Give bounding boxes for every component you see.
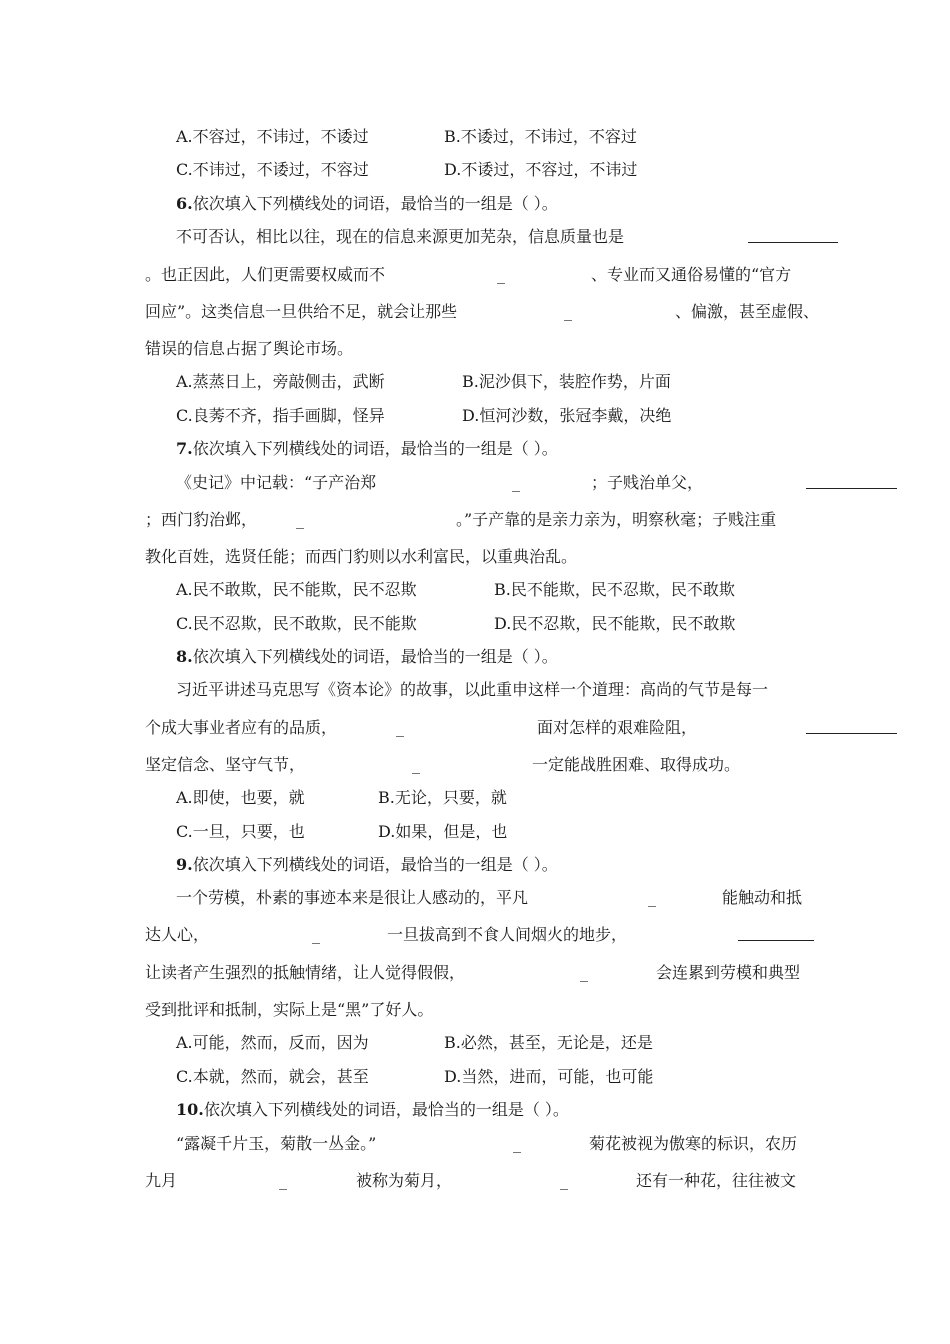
q8-passage-line2b: 面对怎样的艰难险阻，	[537, 718, 698, 737]
q10-passage-line2a: 九月	[145, 1171, 178, 1190]
q6-passage-line2a: 。也正因此，人们更需要权威而不	[145, 265, 386, 284]
q7-number: 7.	[176, 439, 193, 458]
q5-option-c: C.不讳过，不诿过，不容过	[176, 160, 369, 179]
q10-passage-line1a: “露凝千片玉，菊散一丛金。”	[176, 1134, 377, 1153]
q7-passage-line1b: ；子贱治单父，	[591, 473, 704, 492]
q6-option-b: B.泥沙俱下，装腔作势，片面	[462, 372, 671, 391]
q9-option-d: D.当然，进而，可能，也可能	[444, 1067, 654, 1086]
q6-number: 6.	[176, 194, 193, 213]
q9-passage-line1a: 一个劳模，朴素的事迹本来是很让人感动的，平凡	[176, 888, 529, 907]
q9-passage-line4: 受到批评和抵制，实际上是“黑”了好人。	[145, 1000, 434, 1019]
q9-number: 9.	[176, 855, 193, 874]
q7-option-b: B.民不能欺，民不忍欺，民不敢欺	[494, 580, 735, 599]
q7-stem	[176, 439, 558, 459]
q9-blank-2[interactable]: _	[312, 925, 320, 944]
q7-blank-3[interactable]: _	[296, 510, 304, 529]
q7-option-a: A.民不敢欺，民不能欺，民不忍欺	[176, 580, 417, 599]
q9-option-a: A.可能，然而，反而，因为	[176, 1033, 369, 1052]
q8-option-b: B.无论，只要，就	[378, 788, 507, 807]
q6-passage-line4: 错误的信息占据了舆论市场。	[145, 339, 354, 358]
q10-passage-line2c: 还有一种花，往往被文	[636, 1171, 797, 1190]
q8-passage-line3b: 一定能战胜困难、取得成功。	[532, 755, 741, 774]
q7-passage-line2a: ；西门豹治邺，	[145, 510, 258, 529]
q6-blank-1[interactable]	[748, 242, 838, 243]
q5-option-b: B.不诿过，不讳过，不容过	[444, 127, 637, 146]
q9-passage-line2a: 达人心，	[145, 925, 210, 944]
q8-stem-text: 依次填入下列横线处的词语，最恰当的一组是（ ）。	[192, 647, 558, 666]
q8-option-d: D.如果，但是，也	[378, 822, 508, 841]
q9-stem-text: 依次填入下列横线处的词语，最恰当的一组是（ ）。	[192, 855, 558, 874]
q6-passage-line3a: 回应”。这类信息一旦供给不足，就会让那些	[145, 302, 458, 321]
q5-option-d: D.不诿过，不容过，不讳过	[444, 160, 638, 179]
q6-passage-line1: 不可否认，相比以往，现在的信息来源更加芜杂，信息质量也是	[176, 227, 625, 246]
q6-passage-line2b: 、专业而又通俗易懂的“官方	[591, 265, 792, 284]
q7-passage-line3: 教化百姓，选贤任能；而西门豹则以水利富民，以重典治乱。	[145, 547, 578, 566]
q10-number: 10.	[176, 1100, 204, 1119]
q8-passage-line1: 习近平讲述马克思写《资本论》的故事，以此重申这样一个道理：高尚的气节是每一	[176, 680, 769, 699]
q10-passage-line2b: 被称为菊月，	[356, 1171, 453, 1190]
q9-option-b: B.必然，甚至，无论是，还是	[444, 1033, 653, 1052]
q10-stem-text: 依次填入下列横线处的词语，最恰当的一组是（ ）。	[203, 1100, 569, 1119]
q8-stem	[176, 647, 558, 667]
q6-passage-line3b: 、偏激，甚至虚假、	[675, 302, 820, 321]
q9-blank-1[interactable]: _	[648, 888, 656, 907]
q7-option-d: D.民不忍欺，民不能欺，民不敢欺	[494, 614, 736, 633]
q8-number: 8.	[176, 647, 193, 666]
q9-blank-3[interactable]	[738, 940, 814, 941]
q7-stem-text: 依次填入下列横线处的词语，最恰当的一组是（ ）。	[192, 439, 558, 458]
q10-stem	[176, 1100, 569, 1120]
q8-blank-2[interactable]	[806, 733, 897, 734]
q8-passage-line3a: 坚定信念、坚守气节，	[145, 755, 306, 774]
q8-passage-line2a: 个成大事业者应有的品质，	[145, 718, 338, 737]
q9-passage-line3a: 让读者产生强烈的抵触情绪，让人觉得假假，	[145, 963, 466, 982]
q6-stem-text: 依次填入下列横线处的词语，最恰当的一组是（ ）。	[192, 194, 558, 213]
q6-option-a: A.蒸蒸日上，旁敲侧击，武断	[176, 372, 385, 391]
q6-option-d: D.恒河沙数，张冠李戴，决绝	[462, 406, 672, 425]
q7-blank-1[interactable]: _	[512, 473, 520, 492]
q10-blank-2[interactable]: _	[279, 1171, 287, 1190]
q7-passage-line1a: 《史记》中记载：“子产治郑	[176, 473, 377, 492]
q5-option-a: A.不容过，不讳过，不诿过	[176, 127, 369, 146]
q10-blank-3[interactable]: _	[560, 1171, 568, 1190]
q9-passage-line3b: 会连累到劳模和典型	[656, 963, 801, 982]
q9-stem	[176, 855, 558, 875]
q9-passage-line1b: 能触动和抵	[722, 888, 803, 907]
q7-blank-2[interactable]	[806, 488, 897, 489]
q6-option-c: C.良莠不齐，指手画脚，怪异	[176, 406, 385, 425]
q10-passage-line1b: 菊花被视为傲寒的标识，农历	[589, 1134, 798, 1153]
q9-passage-line2b: 一旦拔高到不食人间烟火的地步，	[387, 925, 628, 944]
q8-option-c: C.一旦，只要，也	[176, 822, 305, 841]
q6-stem	[176, 194, 558, 214]
q8-blank-3[interactable]: _	[412, 755, 420, 774]
q8-blank-1[interactable]: _	[396, 718, 404, 737]
q8-option-a: A.即使，也要，就	[176, 788, 305, 807]
q6-blank-2[interactable]: _	[497, 265, 505, 284]
q6-blank-3[interactable]: _	[564, 302, 572, 321]
q9-option-c: C.本就，然而，就会，甚至	[176, 1067, 369, 1086]
q10-blank-1[interactable]: _	[513, 1134, 521, 1153]
q7-option-c: C.民不忍欺，民不敢欺，民不能欺	[176, 614, 417, 633]
q7-passage-line2b: 。”子产靠的是亲力亲为，明察秋毫；子贱注重	[456, 510, 777, 529]
q9-blank-4[interactable]: _	[580, 963, 588, 982]
